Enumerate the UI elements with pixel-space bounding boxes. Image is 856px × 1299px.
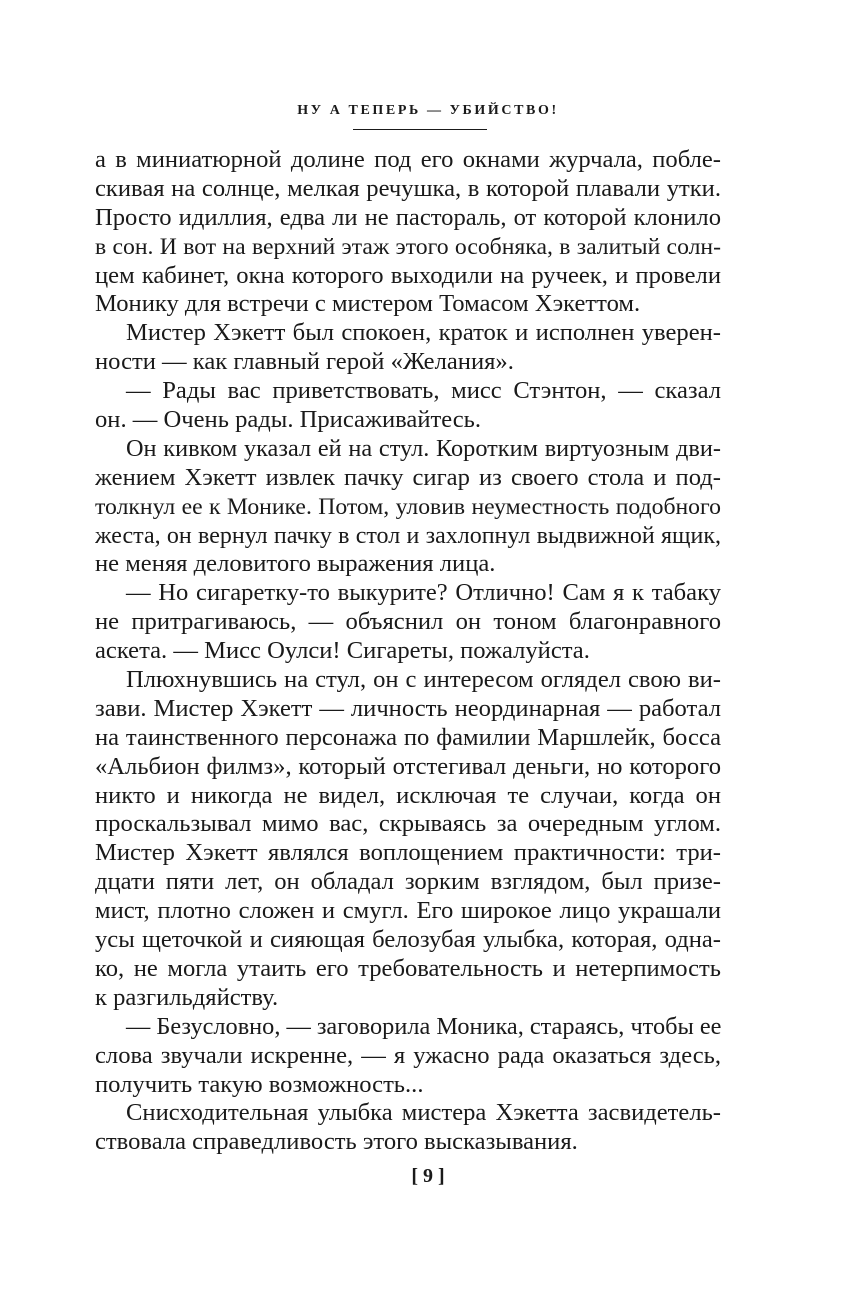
text-line: мист, плотно сложен и смугл. Его широкое лицо украшали xyxy=(95,897,721,925)
text-line: аскета. — Мисс Оулси! Сигареты, пожалуйста. xyxy=(95,637,590,665)
text-line: ствовала справедливость этого высказывания. xyxy=(95,1128,578,1156)
text-line: не притрагиваюсь, — объяснил он тоном благонравного xyxy=(95,608,721,636)
text-line: жением Хэкетт извлек пачку сигар из своего стола и под- xyxy=(95,463,721,491)
text-line: — Безусловно, — заговорила Моника, стараясь, чтобы ее xyxy=(126,1012,721,1040)
text-line: зави. Мистер Хэкетт — личность неординарная — работал xyxy=(95,694,721,722)
text-line: ко, не могла утаить его требовательность и нетерпимость xyxy=(95,954,721,982)
text-line: Плюхнувшись на стул, он с интересом оглядел свою ви- xyxy=(126,666,721,694)
text-line: в сон. И вот на верхний этаж этого особняка, в залитый солн- xyxy=(95,233,721,260)
running-head-rule xyxy=(353,129,487,130)
text-line: проскальзывал мимо вас, скрываясь за очередным углом. xyxy=(95,810,721,838)
text-line: скивая на солнце, мелкая речушка, в которой плавали утки. xyxy=(95,174,721,202)
running-head: НУ А ТЕПЕРЬ — УБИЙСТВО! xyxy=(297,103,559,118)
text-line: на таинственного персонажа по фамилии Маршлейк, босса xyxy=(95,723,721,751)
text-line: а в миниатюрной долине под его окнами журчала, побле- xyxy=(95,146,721,173)
text-line: Он кивком указал ей на стул. Коротким виртуозным дви- xyxy=(126,434,721,462)
text-line: никто и никогда не видел, исключая те случаи, когда он xyxy=(95,781,721,809)
text-line: Просто идиллия, едва ли не пастораль, от которой клонило xyxy=(95,203,721,231)
page-number: [ 9 ] xyxy=(411,1165,445,1187)
text-line: не меняя деловитого выражения лица. xyxy=(95,550,496,578)
text-line: ности — как главный герой «Желания». xyxy=(95,348,514,376)
text-line: жеста, он вернул пачку в стол и захлопнул выдвижной ящик, xyxy=(95,522,721,549)
text-line: дцати пяти лет, он обладал зорким взглядом, был призе- xyxy=(95,868,721,896)
text-line: Мистер Хэкетт являлся воплощением практичности: три- xyxy=(95,839,721,867)
text-line: Снисходительная улыбка мистера Хэкетта засвидетель- xyxy=(126,1099,721,1127)
body-text xyxy=(95,146,721,1157)
text-line: Мистер Хэкетт был спокоен, краток и исполнен уверен- xyxy=(126,319,721,347)
text-line: толкнул ее к Монике. Потом, уловив неуместность подобного xyxy=(95,493,721,520)
text-line: Монику для встречи с мистером Томасом Хэкеттом. xyxy=(95,290,641,318)
text-line: «Альбион филмз», который отстегивал деньги, но которого xyxy=(95,752,721,780)
text-line: — Рады вас приветствовать, мисс Стэнтон, — сказал xyxy=(126,377,721,405)
text-line: усы щеточкой и сияющая белозубая улыбка, которая, одна- xyxy=(95,926,721,954)
text-line: он. — Очень рады. Присаживайтесь. xyxy=(95,406,482,434)
text-line: слова звучали искренне, — я ужасно рада оказаться здесь, xyxy=(95,1041,721,1069)
text-line: — Но сигаретку-то выкурите? Отлично! Сам я к табаку xyxy=(126,579,721,607)
text-line: цем кабинет, окна которого выходили на ручеек, и провели xyxy=(95,261,721,289)
text-line: получить такую возможность... xyxy=(95,1070,424,1098)
text-line: к разгильдяйству. xyxy=(95,983,279,1011)
